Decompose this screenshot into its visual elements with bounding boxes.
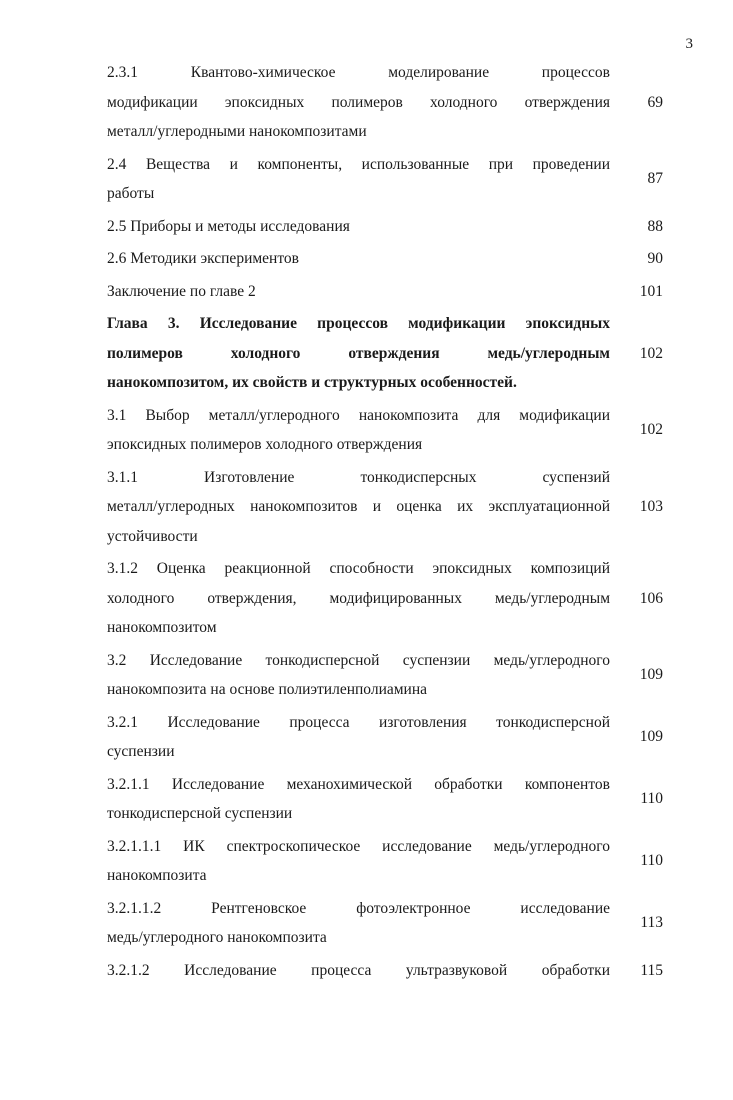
toc-entry[interactable] xyxy=(107,244,663,274)
toc-entry-page: 109 xyxy=(639,666,663,684)
toc-entry-page: 109 xyxy=(639,728,663,746)
toc-entry-page: 106 xyxy=(639,589,663,607)
toc-entry-page: 88 xyxy=(647,217,663,235)
toc-entry-line: медь/углеродного нанокомпозита xyxy=(107,929,327,946)
toc-entry-page: 110 xyxy=(640,790,663,808)
toc-entry-title xyxy=(107,309,610,398)
toc-entry-title xyxy=(107,244,610,274)
toc-entry-line: 3.2.1.1 Исследование механохимической обработки компонентов xyxy=(107,775,610,793)
toc-entry-page: 113 xyxy=(640,914,663,932)
toc-entry-line: 3.2.1.2 Исследование процесса ультразвуковой обработки xyxy=(107,961,610,979)
toc-entry-line: Заключение по главе 2 xyxy=(107,282,256,300)
toc-entry-page: 110 xyxy=(640,852,663,870)
toc-entry-line: холодного отверждения, модифицированных медь/углеродным xyxy=(107,589,610,607)
toc-entry-line: 3.1.1 Изготовление тонкодисперсных суспензий xyxy=(107,468,610,486)
toc-entry-page: 102 xyxy=(639,421,663,439)
toc-entry[interactable] xyxy=(107,463,663,552)
toc-gap xyxy=(107,985,663,988)
toc-entry-title xyxy=(107,401,610,460)
toc-entry-line: 2.3.1 Квантово-химическое моделирование процессов xyxy=(107,64,610,81)
toc-entry-line: 3.1 Выбор металл/углеродного нанокомпозита для модификации xyxy=(107,406,610,424)
toc-entry-title xyxy=(107,770,610,829)
toc-entry-title xyxy=(107,832,610,891)
toc-entry[interactable] xyxy=(107,894,663,953)
toc-entry-line: нанокомпозита на основе полиэтиленполиамина xyxy=(107,681,428,698)
toc-entry-line: эпоксидных полимеров холодного отверждения xyxy=(107,436,423,453)
toc-entry[interactable] xyxy=(107,58,663,147)
toc-entry-line: 2.4 Вещества и компоненты, использованные при проведении xyxy=(107,155,610,173)
toc-entry-title xyxy=(107,58,610,147)
toc-entry[interactable] xyxy=(107,708,663,767)
toc-entry-line: 2.6 Методики экспериментов xyxy=(107,250,299,267)
toc-entry-page: 69 xyxy=(647,93,663,111)
toc-entry-line: 3.2.1.1.2 Рентгеновское фотоэлектронное исследование xyxy=(107,899,610,917)
toc-entry-title xyxy=(107,956,610,986)
toc-entry-title xyxy=(107,277,610,307)
toc-entry[interactable] xyxy=(107,277,663,307)
toc-entry-line: суспензии xyxy=(107,743,175,760)
toc-entry-line: Глава 3. Исследование процессов модификации эпоксидных xyxy=(107,315,610,332)
toc-entry-page: 90 xyxy=(647,250,663,267)
toc-entry[interactable] xyxy=(107,150,663,209)
table-of-contents xyxy=(107,58,663,988)
toc-entry[interactable] xyxy=(107,832,663,891)
toc-entry-title xyxy=(107,212,610,242)
toc-entry-line: модификации эпоксидных полимеров холодного отверждения xyxy=(107,93,610,111)
toc-entry-page: 115 xyxy=(640,961,663,979)
toc-entry-line: полимеров холодного отверждения медь/углеродным xyxy=(107,344,610,362)
toc-entry-line: нанокомпозитом xyxy=(107,619,217,636)
toc-entry[interactable] xyxy=(107,401,663,460)
page-number: 3 xyxy=(685,36,693,52)
toc-entry-line: 2.5 Приборы и методы исследования xyxy=(107,217,350,235)
toc-entry-line: работы xyxy=(107,185,155,202)
toc-entry-line: 3.2.1 Исследование процесса изготовления тонкодисперсной xyxy=(107,713,610,731)
toc-entry-page: 101 xyxy=(639,282,663,300)
toc-entry-line: нанокомпозита xyxy=(107,867,207,884)
toc-entry-line: 3.2 Исследование тонкодисперсной суспензии медь/углеродного xyxy=(107,651,610,669)
toc-entry[interactable] xyxy=(107,770,663,829)
toc-entry[interactable] xyxy=(107,212,663,242)
toc-entry-page: 103 xyxy=(639,498,663,515)
toc-entry-title xyxy=(107,646,610,705)
toc-entry-title xyxy=(107,150,610,209)
toc-entry-line: тонкодисперсной суспензии xyxy=(107,805,293,822)
toc-entry[interactable] xyxy=(107,956,663,986)
toc-entry-line: устойчивости xyxy=(107,527,198,545)
toc-entry-title xyxy=(107,554,610,643)
toc-entry-title xyxy=(107,463,610,552)
toc-entry[interactable] xyxy=(107,309,663,398)
toc-entry-title xyxy=(107,894,610,953)
toc-entry-line: нанокомпозитом, их свойств и структурных особенностей. xyxy=(107,374,517,391)
toc-entry[interactable] xyxy=(107,646,663,705)
toc-entry-line: металл/углеродных нанокомпозитов и оценка их эксплуатационной xyxy=(107,498,610,515)
toc-entry-line: 3.1.2 Оценка реакционной способности эпоксидных композиций xyxy=(107,560,610,577)
toc-entry-line: металл/углеродными нанокомпозитами xyxy=(107,123,367,140)
toc-entry-page: 102 xyxy=(639,344,663,362)
toc-entry-title xyxy=(107,708,610,767)
toc-entry-line: 3.2.1.1.1 ИК спектроскопическое исследование медь/углеродного xyxy=(107,837,610,855)
toc-entry[interactable] xyxy=(107,554,663,643)
toc-entry-page: 87 xyxy=(647,170,663,188)
